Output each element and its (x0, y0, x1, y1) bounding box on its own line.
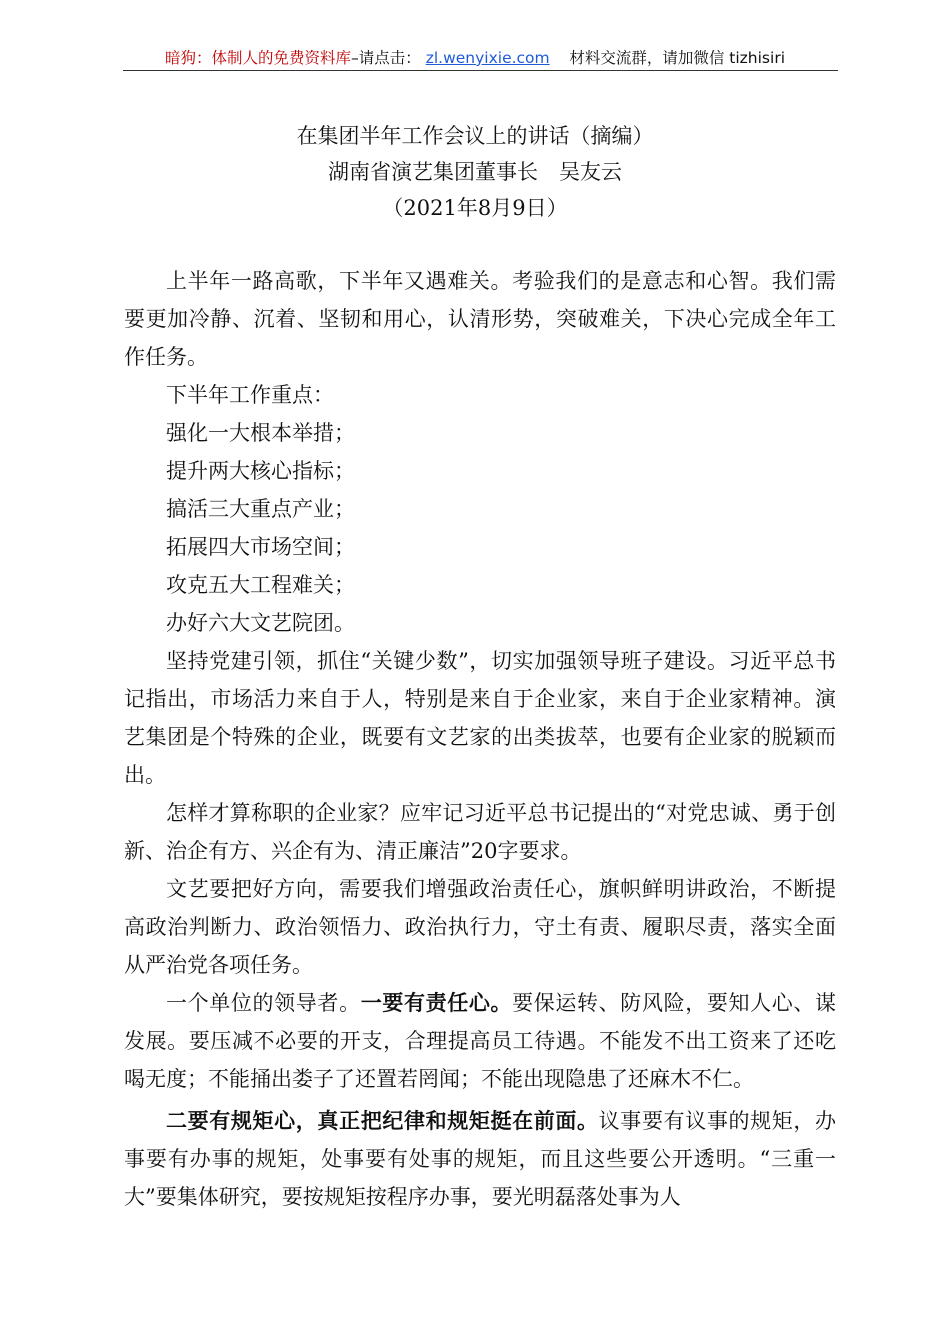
paragraph: 下半年工作重点： (166, 383, 334, 407)
list-item: 拓展四大市场空间； (166, 535, 355, 559)
paragraph: 文艺要把好方向，需要我们增强政治责任心，旗帜鲜明讲政治，不断提高政治判断力、政治领悟力、政治执行力，守土有责、履职尽责，落实全面从严治党各项任务。 (124, 877, 836, 977)
list-item: 提升两大核心指标； (166, 459, 355, 483)
bold-heading: 一要有责任心。 (360, 990, 513, 1015)
resource-link[interactable]: zl.wenyixie.com (425, 49, 550, 67)
contact-text: 材料交流群，请加微信 tizhisiri (569, 49, 785, 67)
paragraph: 坚持党建引领，抓住“关键少数”，切实加强领导班子建设。习近平总书记指出，市场活力来自于人，特别是来自于企业家，来自于企业家精神。演艺集团是个特殊的企业，既要有文艺家的出类拔萃，也要有企业家的脱颖而出。 (124, 649, 836, 787)
paragraph-rest: 要保运转、防风险，要知人心、谋发展。要压减不必要的开支，合理提高员工待遇。不能发不出工资来了还吃喝无度；不能捅出娄子了还置若罔闻；不能出现隐患了还麻木不仁。 (124, 991, 837, 1091)
document-title: 在集团半年工作会议上的讲话（摘编） (296, 124, 654, 148)
page-header (0, 46, 950, 68)
document-body (124, 262, 836, 1216)
bold-heading: 二要有规矩心，真正把纪律和规矩挺在前面。 (166, 1108, 599, 1133)
paragraph (124, 984, 836, 1098)
paragraph-lead: 一个单位的领导者。 (166, 991, 361, 1015)
paragraph: 怎样才算称职的企业家？应牢记习近平总书记提出的“对党忠诚、勇于创新、治企有方、兴企有为、清正廉洁”20字要求。 (124, 801, 836, 863)
list-item: 搞活三大重点产业； (166, 497, 355, 521)
date-line: （2021年8月9日） (382, 196, 568, 220)
list-item: 强化一大根本举措； (166, 421, 355, 445)
list-item: 办好六大文艺院团。 (166, 611, 355, 635)
click-prompt: –请点击： (351, 49, 421, 67)
paragraph (124, 1102, 836, 1216)
header-divider (123, 70, 838, 71)
author-line: 湖南省演艺集团董事长 吴友云 (328, 160, 622, 184)
list-item: 攻克五大工程难关； (166, 573, 355, 597)
paragraph-rest: 议事要有议事的规矩，办事要有办事的规矩，处事要有处事的规矩，而且这些要公开透明。“三重一大”要集体研究，要按规矩按程序办事，要光明磊落处事为人 (124, 1109, 837, 1209)
title-block (0, 118, 950, 226)
paragraph: 上半年一路高歌，下半年又遇难关。考验我们的是意志和心智。我们需要更加冷静、沉着、坚韧和用心，认清形势，突破难关，下决心完成全年工作任务。 (124, 269, 836, 369)
promo-text: 暗狗：体制人的免费资料库 (164, 49, 351, 67)
